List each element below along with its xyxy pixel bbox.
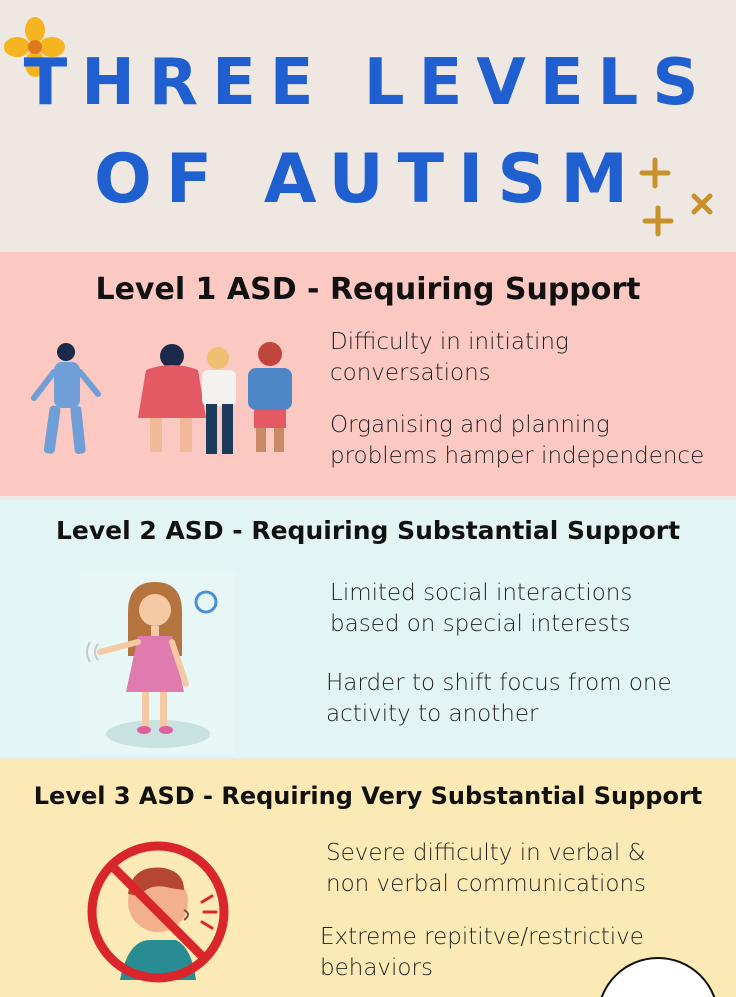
level-3-section: [0, 760, 736, 997]
level-1-point-1: [330, 327, 569, 389]
text-line: Severe difficulty in verbal &: [326, 840, 646, 866]
no-talking-icon: [80, 830, 240, 990]
level-3-heading: Level 3 ASD - Requiring Very Substantial Support: [33, 782, 703, 810]
text-line: behaviors: [320, 955, 433, 981]
level-2-section: [0, 500, 736, 758]
level-2-heading: Level 2 ASD - Requiring Substantial Support: [55, 516, 681, 545]
level-1-heading: Level 1 ASD - Requiring Support: [95, 272, 641, 307]
text-line: Limited social interactions: [330, 580, 633, 606]
text-line: Extreme repititve/restrictive: [320, 924, 644, 950]
text-line: Harder to shift focus from one: [326, 670, 672, 696]
title-line-2: OF AUTISM: [93, 140, 642, 219]
text-line: Difficulty in initiating: [330, 329, 569, 355]
level-2-point-2: [326, 668, 672, 730]
people-group-illustration: [26, 340, 306, 460]
text-line: activity to another: [326, 701, 539, 727]
level-1-point-2: [330, 410, 704, 472]
text-line: based on special interests: [330, 611, 631, 637]
text-line: problems hamper independence: [330, 443, 705, 469]
level-3-point-1: [326, 838, 646, 900]
text-line: non verbal communications: [326, 871, 647, 897]
title-banner: [0, 0, 736, 250]
white-circle-decoration: [580, 956, 736, 997]
text-line: Organising and planning: [330, 412, 610, 438]
text-line: conversations: [330, 360, 491, 386]
title-line-1: THREE LEVELS: [23, 46, 713, 120]
girl-illustration: [80, 572, 235, 754]
level-1-section: [0, 252, 736, 496]
level-2-point-1: [330, 578, 632, 640]
